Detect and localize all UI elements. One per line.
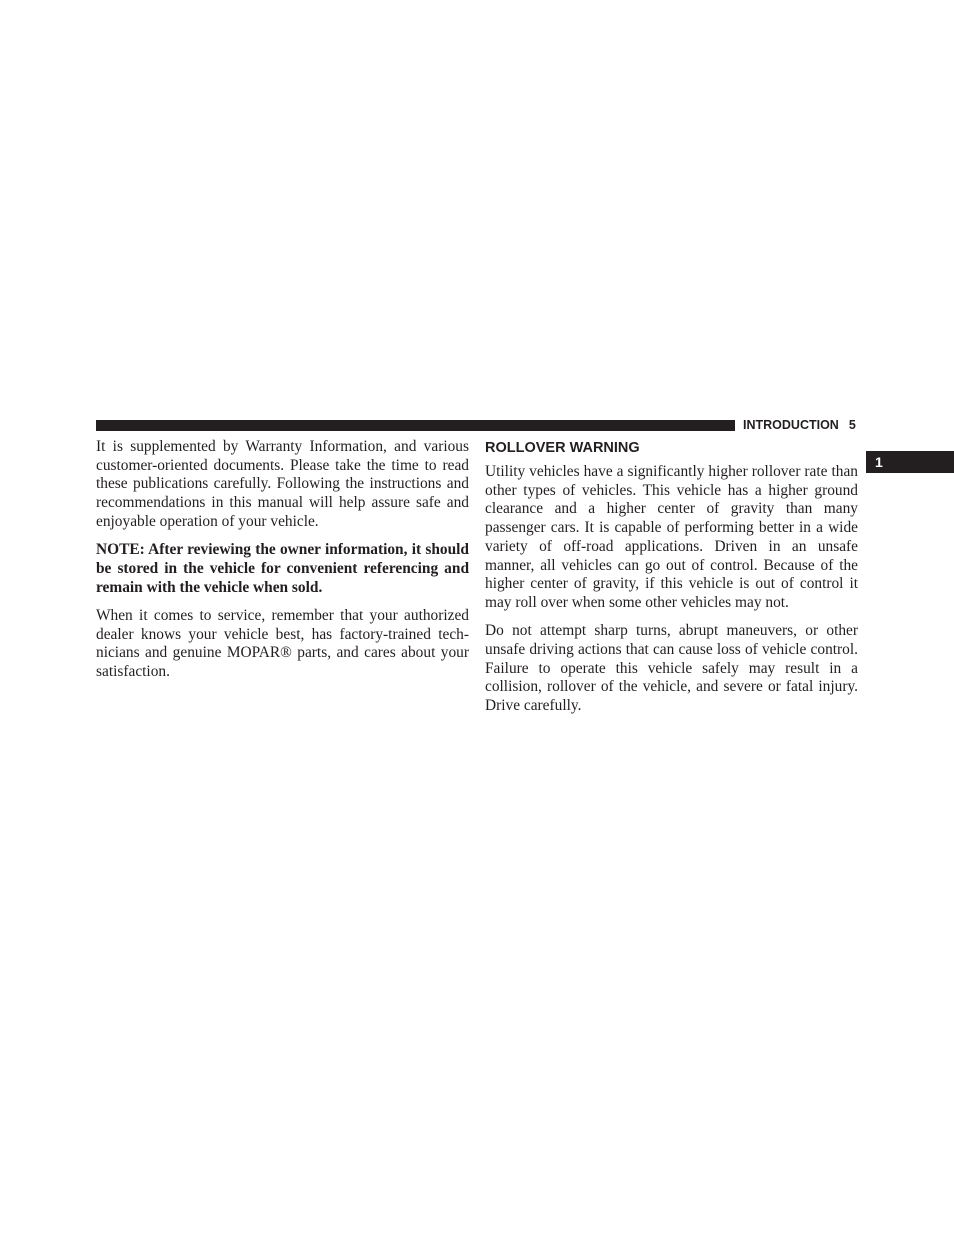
page-number: 5 <box>848 418 856 432</box>
rollover-paragraph: Utility vehicles have a significantly higher rollover rate than other types of vehicles. This vehicle has a higher ground clearance and a higher center of gravity than many passenger cars. It is capable of performing better in a wide variety of off-road applications. Driven in an unsafe manner, all vehicles can go out of control. Because of the higher center of gravity, if this vehicle is out of control it may roll over when some other vehicles may not. <box>485 463 858 611</box>
service-paragraph: When it comes to service, remember that your authorized dealer knows your vehicle best, has factory-trained technicians and genuine MOPAR® parts, and cares about your satisfaction. <box>96 606 469 680</box>
section-title: ROLLOVER WARNING <box>485 440 640 456</box>
note-paragraph: NOTE: After reviewing the owner information, it should be stored in the vehicle for convenient referencing and remain with the vehicle when sold. <box>96 541 469 596</box>
chapter-tab: 1 <box>866 451 954 473</box>
driving-paragraph: Do not attempt sharp turns, abrupt maneuvers, or other unsafe driving actions that can cause loss of vehicle control. Failure to operate this vehicle safely may result in a collision, rollover of the vehicle, and severe or fatal injury. Drive carefully. <box>485 622 858 715</box>
running-header <box>743 417 863 433</box>
section-name: INTRODUCTION <box>743 418 839 432</box>
intro-paragraph: It is supplemented by Warranty Information, and various customer-oriented documents. Please take the time to read these publications carefully. Following the instructions and recommendations in this manual will help assure safe and enjoyable operation of your vehicle. <box>96 438 469 530</box>
right-column <box>485 438 858 725</box>
header-rule <box>96 420 735 431</box>
left-column <box>96 438 469 691</box>
